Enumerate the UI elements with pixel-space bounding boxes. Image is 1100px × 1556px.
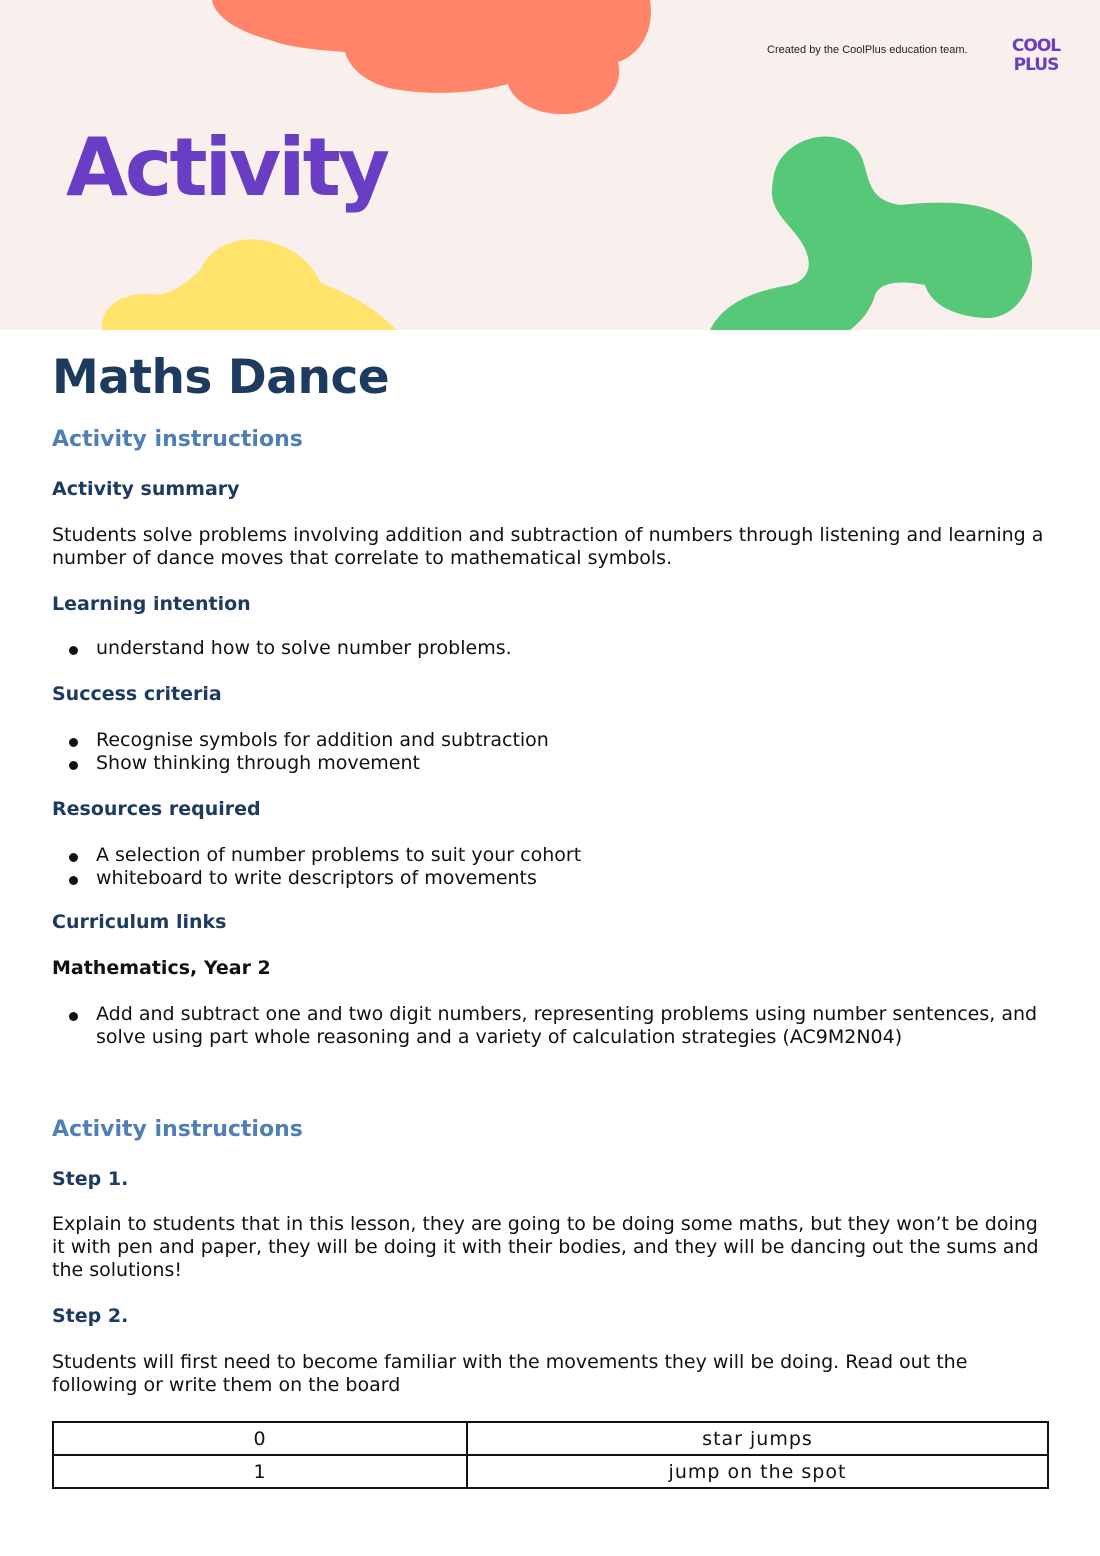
- svg-text:PLUS: PLUS: [1013, 55, 1059, 72]
- resources-required-heading: Resources required: [52, 798, 261, 820]
- table-row: [53, 1422, 1048, 1455]
- movements-table: [52, 1421, 1049, 1489]
- success-criteria-heading: Success criteria: [52, 683, 222, 705]
- table-cell-number: 1: [53, 1455, 467, 1488]
- page-title: Maths Dance: [52, 350, 390, 405]
- list-item: [52, 867, 1052, 890]
- bullet-icon: [69, 853, 78, 862]
- table-cell-movement: jump on the spot: [467, 1455, 1048, 1488]
- activity-summary-text: Students solve problems involving addition and subtraction of numbers through listening and learning a number of dance moves that correlate to mathematical symbols.: [52, 524, 1044, 569]
- step1-text: Explain to students that in this lesson, they are going to be doing some maths, but they won’t be doing it with pen and paper, they will be doing it with their bodies, and they will be dancing out the sums and the solutions!: [52, 1213, 1039, 1281]
- curriculum-subject: Mathematics, Year 2: [52, 957, 271, 979]
- credit-text: Created by the CoolPlus education team.: [767, 44, 968, 56]
- bullet-icon: [69, 876, 78, 885]
- banner-title: Activity: [66, 121, 387, 214]
- list-item-text: understand how to solve number problems.: [96, 637, 512, 659]
- bullet-icon: [69, 761, 78, 770]
- list-item-text: Show thinking through movement: [96, 752, 420, 774]
- step1-heading: Step 1.: [52, 1168, 129, 1190]
- header-banner: [0, 0, 1100, 330]
- list-item: [52, 752, 1052, 775]
- section-heading-steps: Activity instructions: [52, 1117, 303, 1142]
- list-item: [52, 1003, 1052, 1049]
- step2-heading: Step 2.: [52, 1305, 129, 1327]
- list-item-text: Add and subtract one and two digit numbers, representing problems using number sentences, and solve using part whole reasoning and a variety of calculation strategies (AC9M2N04): [96, 1003, 1038, 1048]
- table-cell-number: 0: [53, 1422, 467, 1455]
- list-item: [52, 729, 1052, 752]
- learning-intention-heading: Learning intention: [52, 593, 251, 615]
- success-criteria-list: [52, 729, 1052, 775]
- list-item: [52, 844, 1052, 867]
- activity-summary-heading: Activity summary: [52, 478, 240, 500]
- learning-intention-list: [52, 637, 1052, 660]
- green-blob: [710, 136, 1032, 330]
- coolplus-logo: [1005, 34, 1067, 72]
- table-cell-movement: star jumps: [467, 1422, 1048, 1455]
- list-item-text: A selection of number problems to suit your cohort: [96, 844, 582, 866]
- step2-text: Students will first need to become familiar with the movements they will be doing. Read out the following or write them on the board: [52, 1351, 968, 1396]
- curriculum-links-heading: Curriculum links: [52, 911, 227, 933]
- section-heading-instructions: Activity instructions: [52, 427, 303, 452]
- bullet-icon: [69, 738, 78, 747]
- list-item-text: Recognise symbols for addition and subtraction: [96, 729, 549, 751]
- svg-text:COOL: COOL: [1011, 36, 1061, 56]
- table-row: [53, 1455, 1048, 1488]
- resources-required-list: [52, 844, 1052, 890]
- yellow-blob: [102, 239, 396, 330]
- bullet-icon: [69, 646, 78, 655]
- list-item-text: whiteboard to write descriptors of movements: [96, 867, 537, 889]
- bullet-icon: [69, 1012, 78, 1021]
- list-item: [52, 637, 1052, 660]
- orange-blob: [212, 0, 651, 114]
- curriculum-list: [52, 1003, 1052, 1049]
